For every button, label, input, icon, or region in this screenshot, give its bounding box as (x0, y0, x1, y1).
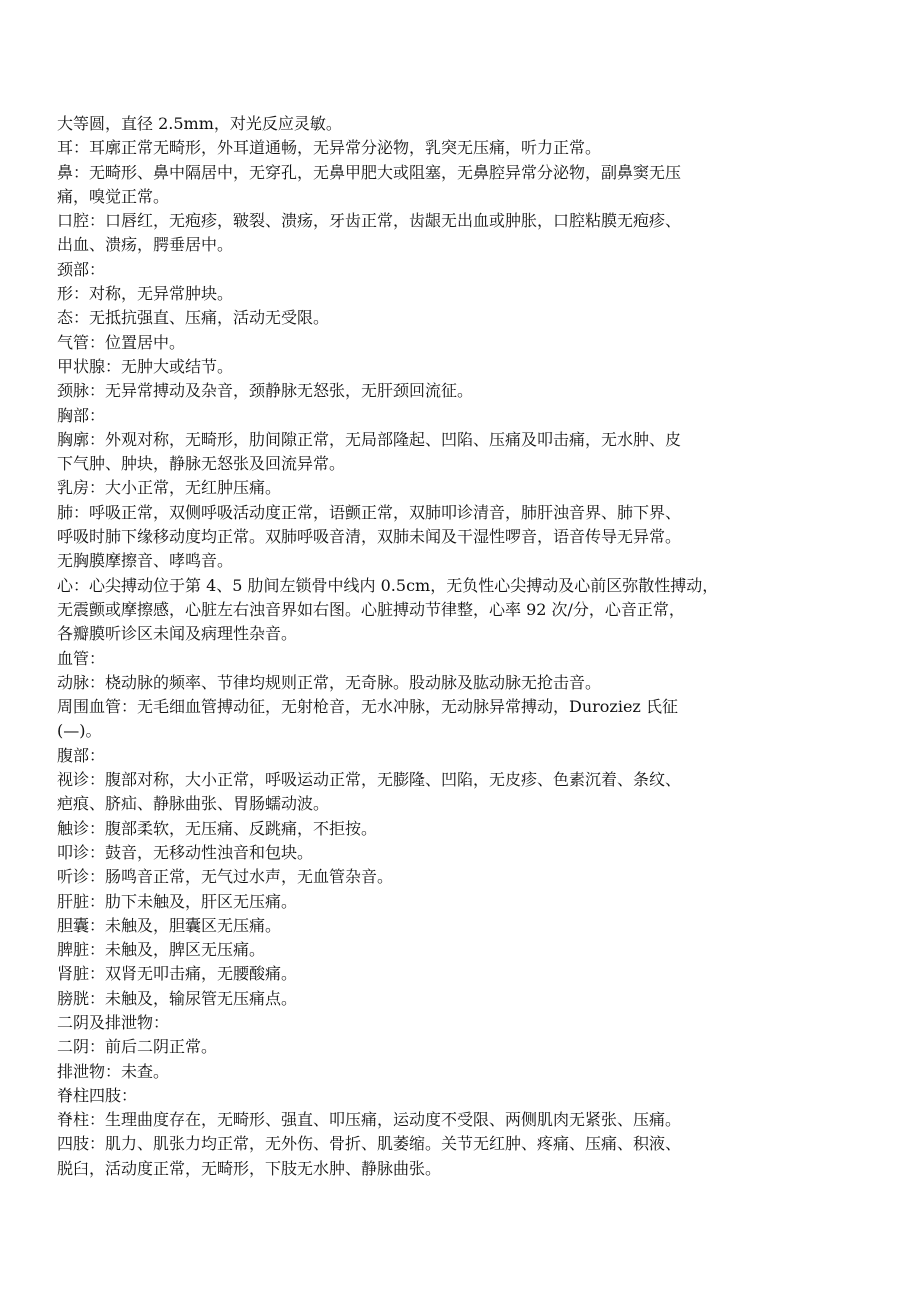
text-line: 脾脏：未触及，脾区无压痛。 (57, 940, 266, 960)
text-line: 鼻：无畸形、鼻中隔居中，无穿孔，无鼻甲肥大或阻塞，无鼻腔异常分泌物，副鼻窦无压 (57, 162, 682, 182)
text-line: 视诊：腹部对称，大小正常，呼吸运动正常，无膨隆、凹陷，无皮疹、色素沉着、条纹、 (57, 770, 682, 790)
text-line: 各瓣膜听诊区未闻及病理性杂音。 (57, 624, 298, 644)
text-line: 疤痕、脐疝、静脉曲张、胃肠蠕动波。 (57, 794, 330, 814)
text-line: 排泄物：未查。 (57, 1061, 170, 1081)
text-line: 无震颤或摩擦感，心脏左右浊音界如右图。心脏搏动节律整，心率 92 次/分，心音正常， (57, 599, 685, 619)
text-line: 胸廓：外观对称，无畸形，肋间隙正常，无局部隆起、凹陷、压痛及叩击痛，无水肿、皮 (57, 429, 682, 449)
text-line: 胆囊：未触及，胆囊区无压痛。 (57, 915, 282, 935)
text-line: (—)。 (57, 721, 102, 741)
text-line: 乳房：大小正常，无红肿压痛。 (57, 478, 282, 498)
text-line: 无胸膜摩擦音、哮鸣音。 (57, 551, 234, 571)
text-line: 呼吸时肺下缘移动度均正常。双肺呼吸音清，双肺未闻及干湿性啰音，语音传导无异常。 (57, 527, 682, 547)
text-line: 叩诊：鼓音，无移动性浊音和包块。 (57, 842, 314, 862)
text-line: 口腔：口唇红，无疱疹，皲裂、溃疡，牙齿正常，齿龈无出血或肿胀，口腔粘膜无疱疹、 (57, 211, 682, 231)
section-heading: 血管： (57, 648, 106, 668)
text-line: 肾脏：双肾无叩击痛，无腰酸痛。 (57, 964, 298, 984)
document-body (57, 112, 867, 1181)
text-line: 耳：耳廓正常无畸形，外耳道通畅，无异常分泌物，乳突无压痛，听力正常。 (57, 138, 602, 158)
text-line: 动脉：桡动脉的频率、节律均规则正常，无奇脉。股动脉及肱动脉无抢击音。 (57, 672, 602, 692)
text-line: 肺：呼吸正常，双侧呼吸活动度正常，语颤正常，双肺叩诊清音，肺肝浊音界、肺下界、 (57, 502, 682, 522)
text-line: 颈脉：无异常搏动及杂音，颈静脉无怒张，无肝颈回流征。 (57, 381, 474, 401)
section-heading: 胸部： (57, 405, 106, 425)
section-heading: 颈部： (57, 259, 106, 279)
text-line: 听诊：肠鸣音正常，无气过水声，无血管杂音。 (57, 867, 394, 887)
text-line: 脊柱：生理曲度存在，无畸形、强直、叩压痛，运动度不受限、两侧肌肉无紧张、压痛。 (57, 1110, 682, 1130)
text-line: 痛，嗅觉正常。 (57, 186, 170, 206)
section-heading: 腹部： (57, 745, 106, 765)
text-line: 甲状腺：无肿大或结节。 (57, 356, 234, 376)
text-line: 下气肿、肿块，静脉无怒张及回流异常。 (57, 454, 346, 474)
text-line: 脱臼，活动度正常，无畸形，下肢无水肿、静脉曲张。 (57, 1158, 442, 1178)
text-line: 出血、溃疡，腭垂居中。 (57, 235, 234, 255)
text-line: 态：无抵抗强直、压痛，活动无受限。 (57, 308, 330, 328)
section-heading: 二阴及排泄物： (57, 1012, 170, 1032)
text-line: 四肢：肌力、肌张力均正常，无外伤、骨折、肌萎缩。关节无红肿、疼痛、压痛、积液、 (57, 1134, 682, 1154)
text-line: 气管：位置居中。 (57, 332, 186, 352)
text-line: 大等圆，直径 2.5mm，对光反应灵敏。 (57, 114, 342, 133)
text-line: 肝脏：肋下未触及，肝区无压痛。 (57, 891, 298, 911)
text-line: 心：心尖搏动位于第 4、5 肋间左锁骨中线内 0.5cm，无负性心尖搏动及心前区弥散性搏动， (57, 575, 719, 595)
text-line: 周围血管：无毛细血管搏动征，无射枪音，无水冲脉，无动脉异常搏动，Duroziez 氏征 (57, 697, 678, 717)
text-line: 二阴：前后二阴正常。 (57, 1037, 218, 1057)
text-line: 形：对称，无异常肿块。 (57, 284, 234, 304)
section-heading: 脊柱四肢： (57, 1085, 138, 1105)
text-line: 膀胱：未触及，输尿管无压痛点。 (57, 988, 298, 1008)
text-line: 触诊：腹部柔软，无压痛、反跳痛，不拒按。 (57, 818, 378, 838)
